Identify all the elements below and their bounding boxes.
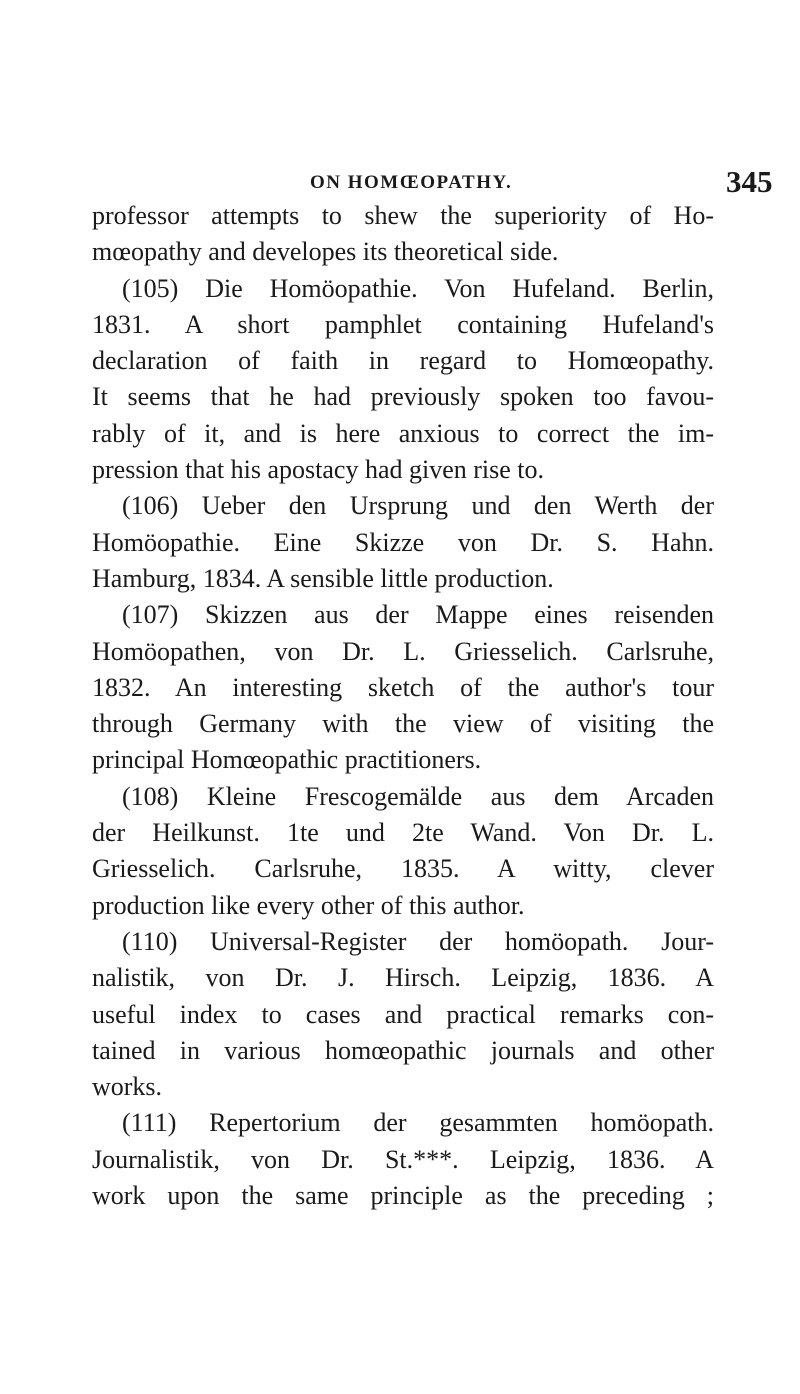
running-head [0,160,800,199]
text-line: production like every other of this author. [92,890,525,920]
text-line: principal Homœopathic practitioners. [92,745,482,775]
text-line: nalistik, von Dr. J. Hirsch. Leipzig, 1836. A [92,963,714,993]
text-line: (107) Skizzen aus der Mappe eines reisenden [122,600,714,630]
text-line: tained in various homœopathic journals and other [92,1035,714,1065]
text-line: through Germany with the view of visiting the [92,709,714,739]
text-line: (110) Universal-Register der homöopath. Jour- [122,926,714,956]
text-line: 1831. A short pamphlet containing Hufeland's [92,309,714,339]
body-text [92,198,714,1214]
text-line: rably of it, and is here anxious to correct the im- [92,418,714,448]
text-line: useful index to cases and practical remarks con- [92,999,714,1029]
text-line: professor attempts to shew the superiority of Ho- [92,201,714,230]
page-number: 345 [726,164,773,199]
text-line: Hamburg, 1834. A sensible little production. [92,563,554,593]
text-line: der Heilkunst. 1te und 2te Wand. Von Dr. L. [92,818,714,848]
text-line: Homöopathen, von Dr. L. Griesselich. Carlsruhe, [92,636,714,666]
text-line: mœopathy and developes its theoretical side. [92,237,559,267]
text-line: (105) Die Homöopathie. Von Hufeland. Berlin, [122,273,714,303]
text-line: works. [92,1072,163,1102]
text-line: 1832. An interesting sketch of the author's tour [92,672,714,702]
text-line: Journalistik, von Dr. St.***. Leipzig, 1836. A [92,1144,714,1174]
text-line: (111) Repertorium der gesammten homöopath. [122,1108,714,1138]
text-line: (106) Ueber den Ursprung und den Werth der [122,491,714,521]
text-line: work upon the same principle as the preceding ; [92,1181,714,1211]
text-line: declaration of faith in regard to Homœopathy. [92,346,714,376]
text-line: pression that his apostacy had given rise to. [92,455,545,485]
text-line: Homöopathie. Eine Skizze von Dr. S. Hahn. [92,527,714,557]
text-line: Griesselich. Carlsruhe, 1835. A witty, clever [92,854,714,884]
text-line: (108) Kleine Frescogemälde aus dem Arcaden [122,781,714,811]
text-line: It seems that he had previously spoken too favou- [92,382,714,412]
running-title: ON HOMŒOPATHY. [310,172,513,193]
